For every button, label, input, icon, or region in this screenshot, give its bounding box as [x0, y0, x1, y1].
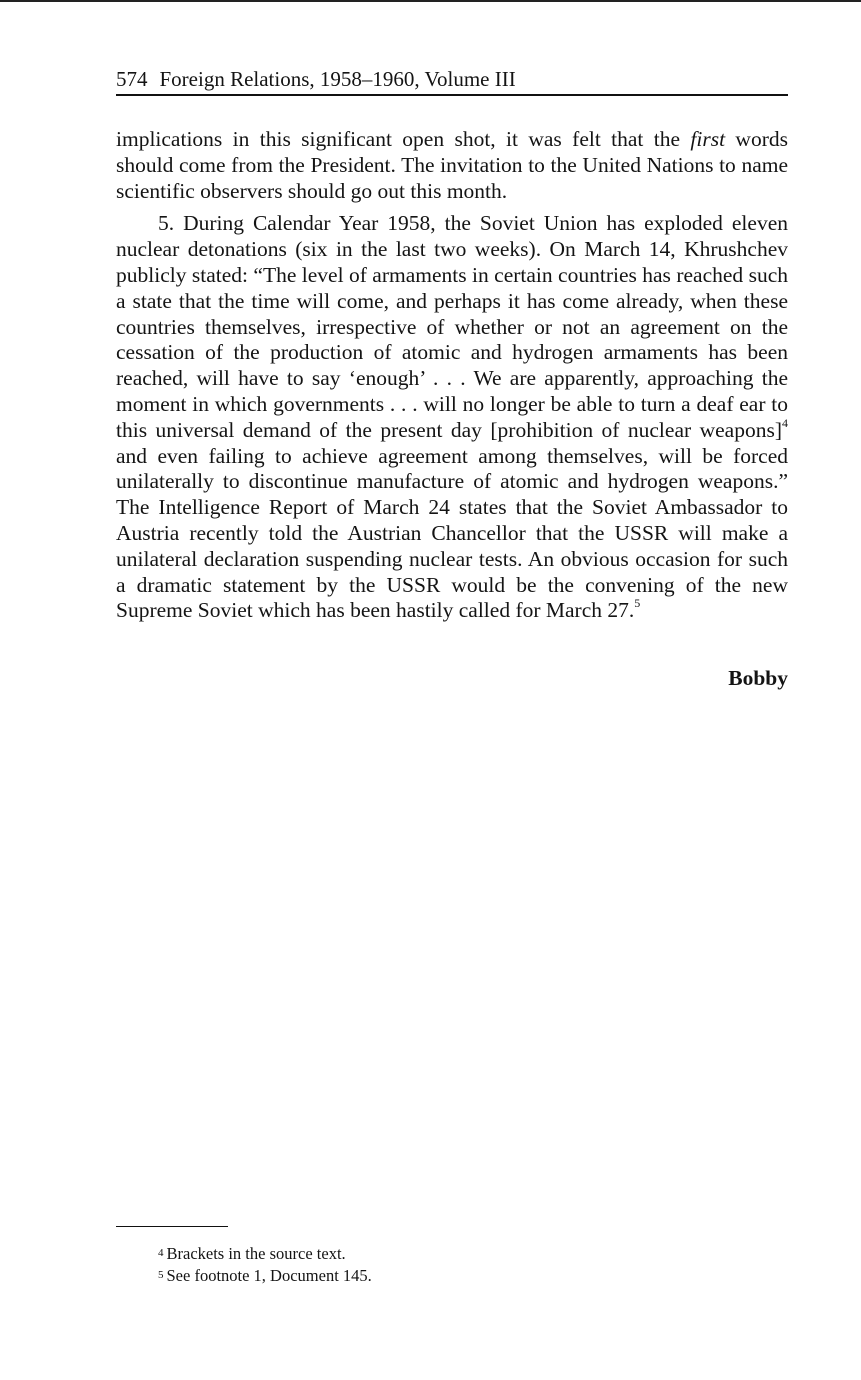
footnote-marker: 5	[158, 1269, 164, 1281]
page-top-edge	[0, 0, 861, 2]
footnote-item	[158, 1265, 788, 1287]
running-title: Foreign Relations, 1958–1960, Volume III	[159, 67, 516, 91]
paragraph-1-text-a: implications in this significant open shot, it was felt that the	[116, 127, 691, 151]
footnote-marker: 4	[158, 1247, 164, 1259]
footnote-item	[158, 1243, 788, 1265]
footnote-ref-4: 4	[782, 415, 788, 430]
signature: Bobby	[728, 666, 788, 690]
paragraph-1	[116, 127, 788, 204]
paragraph-1-text-b: words should come from the President. The invitation to the United Nations to name scientific observers should go out this month.	[116, 127, 788, 203]
running-header	[116, 64, 788, 96]
footnote-ref-5: 5	[634, 596, 641, 611]
paragraph-2-text-b: and even failing to achieve agreement among themselves, will be forced unilaterally to discontinue manufacture of atomic and hydrogen weapons.” The Intelligence Report of March 24 states that the Soviet Ambassador to Austria recently told the Austrian Chancellor that the USSR will make a unilateral declaration suspending nuclear tests. An obvious occasion for such a dramatic statement by the USSR would be the convening of the new Supreme Soviet which has been hastily called for March 27.	[116, 443, 788, 623]
paragraph-1-italic: first	[690, 127, 726, 151]
footnote-text: Brackets in the source text.	[166, 1244, 346, 1263]
footnote-divider	[116, 1226, 228, 1227]
paragraph-2	[116, 211, 788, 624]
paragraph-2-text-a: 5. During Calendar Year 1958, the Soviet Union has exploded eleven nuclear detonations (six in the last two weeks). On March 14, Khrushchev publicly stated: “The level of armaments in certain countries has reached such a state that the time will come, and perhaps it has come already, when these countries themselves, irrespective of whether or not an agreement on the cessation of the production of atomic and hydrogen armaments has been reached, will have to say ‘enough’ . . . We are apparently, approaching the moment in which governments . . . will no longer be able to turn a deaf ear to this universal demand of the present day [prohibition of nuclear weapons]	[116, 211, 788, 442]
page-number: 574	[116, 67, 148, 91]
footnote-text: See footnote 1, Document 145.	[166, 1266, 372, 1285]
footnotes	[158, 1243, 788, 1287]
body-text	[116, 127, 788, 624]
